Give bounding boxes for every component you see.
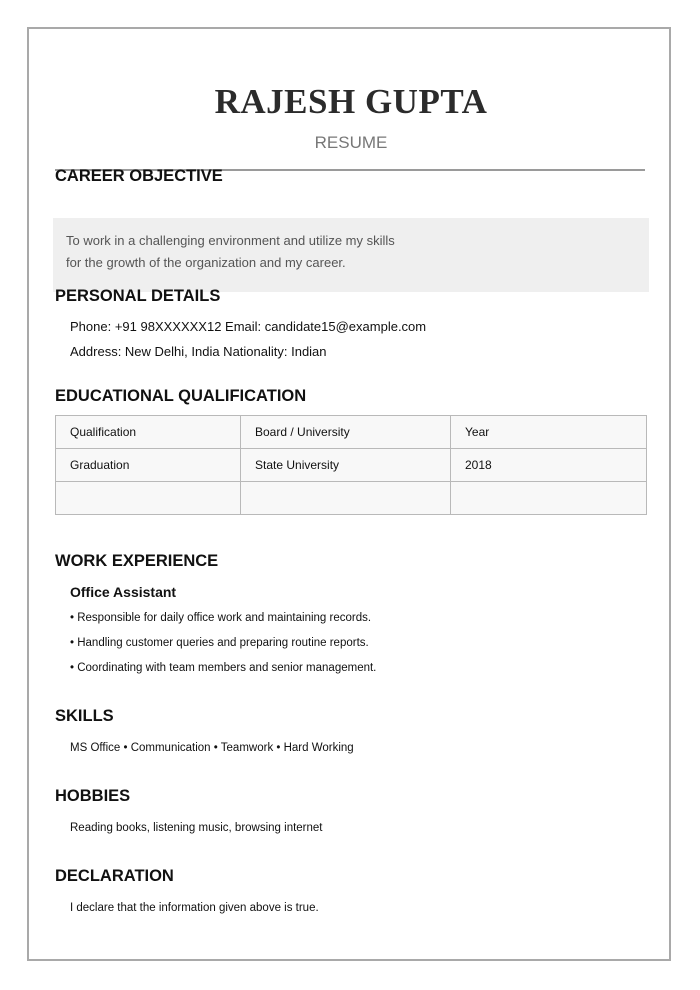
skills-heading: SKILLS bbox=[55, 707, 114, 725]
hobbies-heading: HOBBIES bbox=[55, 787, 131, 805]
skills-text: MS Office • Communication • Teamwork • Hard Working bbox=[70, 742, 354, 754]
career-objective-line: for the growth of the organization and my career. bbox=[66, 255, 346, 270]
table-cell: State University bbox=[241, 449, 451, 482]
table-cell bbox=[451, 482, 647, 515]
column-header: Board / University bbox=[241, 416, 451, 449]
career-objective-heading: CAREER OBJECTIVE bbox=[55, 167, 223, 185]
table-cell bbox=[241, 482, 451, 515]
resume-page bbox=[27, 27, 671, 961]
career-objective-box bbox=[53, 218, 649, 292]
column-header: Qualification bbox=[56, 416, 241, 449]
career-objective-line: To work in a challenging environment and utilize my skills bbox=[66, 233, 395, 248]
job-title: Office Assistant bbox=[70, 584, 177, 600]
table-row bbox=[56, 449, 647, 482]
table-cell bbox=[56, 482, 241, 515]
column-header: Year bbox=[451, 416, 647, 449]
declaration-heading: DECLARATION bbox=[55, 867, 174, 885]
work-experience-heading: WORK EXPERIENCE bbox=[55, 552, 219, 570]
contact-line: Phone: +91 98XXXXXX12 Email: candidate15@example.com bbox=[70, 319, 427, 334]
table-row bbox=[56, 482, 647, 515]
candidate-name: RAJESH GUPTA bbox=[214, 82, 488, 121]
education-table bbox=[55, 415, 647, 515]
job-bullet: • Handling customer queries and preparing routine reports. bbox=[70, 637, 369, 649]
hobbies-text: Reading books, listening music, browsing internet bbox=[70, 822, 323, 834]
job-bullet: • Responsible for daily office work and maintaining records. bbox=[70, 612, 372, 624]
job-bullet: • Coordinating with team members and senior management. bbox=[70, 662, 377, 674]
personal-details-heading: PERSONAL DETAILS bbox=[55, 287, 221, 305]
table-cell: Graduation bbox=[56, 449, 241, 482]
education-heading: EDUCATIONAL QUALIFICATION bbox=[55, 387, 307, 405]
table-header-row bbox=[56, 416, 647, 449]
table-cell: 2018 bbox=[451, 449, 647, 482]
declaration-text: I declare that the information given above is true. bbox=[70, 902, 319, 914]
address-line: Address: New Delhi, India Nationality: Indian bbox=[70, 344, 327, 359]
document-subtitle: RESUME bbox=[314, 133, 388, 152]
